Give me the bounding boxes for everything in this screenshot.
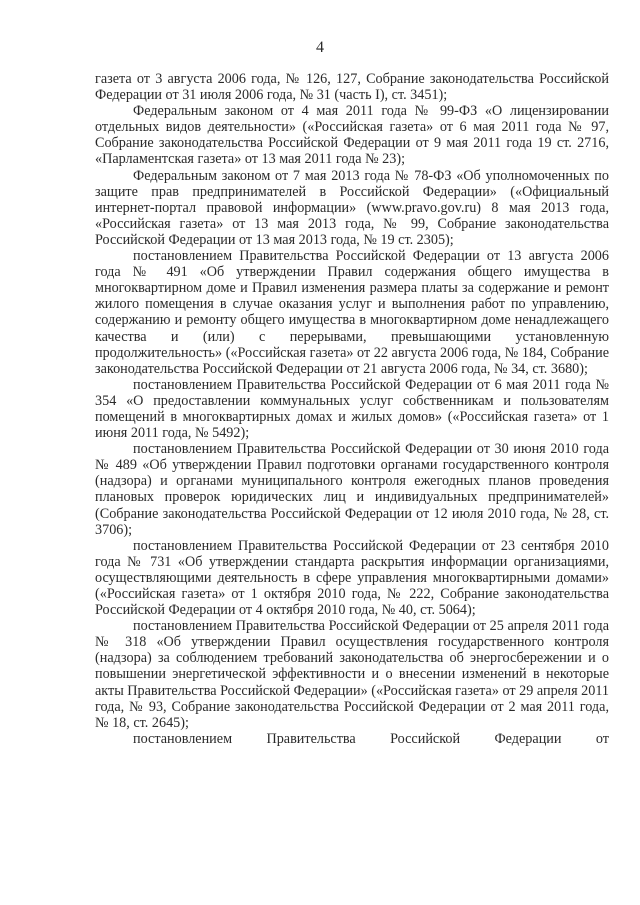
paragraph-resolution-489: постановлением Правительства Российской Федерации от 30 июня 2010 года № 489 «Об утверждении Правил подготовки органами государственного контроля (надзора) и органами муниципального контроля ежегодных планов проведения плановых проверок юридических лиц и индивидуальных предпринимателей» (Собрание законодательства Российской Федерации от 12 июля 2010 года, № 28, ст. 3706);: [95, 441, 609, 538]
paragraph-federal-law-99fz: Федеральным законом от 4 мая 2011 года № 99-ФЗ «О лицензировании отдельных видов деятельности» («Российская газета» от 6 мая 2011 года № 97, Собрание законодательства Российской Федерации от 9 мая 2011 года 19 ст. 2716, «Парламентская газета» от 13 мая 2011 года № 23);: [95, 103, 609, 168]
document-body: [95, 71, 609, 747]
paragraph-gazette-continuation: газета от 3 августа 2006 года, № 126, 127, Собрание законодательства Российской Федерации от 31 июля 2006 года, № 31 (часть I), ст. 3451);: [95, 71, 609, 104]
paragraph-resolution-318: постановлением Правительства Российской Федерации от 25 апреля 2011 года № 318 «Об утверждении Правил осуществления государственного контроля (надзора) за соблюдением требований законодательства об энергосбережении и о повышении энергетической эффективности и о внесении изменений в некоторые акты Правительства Российской Федерации» («Российская газета» от 29 апреля 2011 года, № 93, Собрание законодательства Российской Федерации от 2 мая 2011 года, № 18, ст. 2645);: [95, 618, 609, 731]
paragraph-resolution-491: постановлением Правительства Российской Федерации от 13 августа 2006 года № 491 «Об утверждении Правил содержания общего имущества в многоквартирном доме и Правил изменения размера платы за содержание и ремонт жилого помещения в случае оказания услуг и выполнения работ по управлению, содержанию и ремонту общего имущества в многоквартирном доме ненадлежащего качества и (или) с перерывами, превышающими установленную продолжительность» («Российская газета» от 22 августа 2006 года, № 184, Собрание законодательства Российской Федерации от 21 августа 2006 года, № 34, ст. 3680);: [95, 248, 609, 377]
paragraph-federal-law-78fz: Федеральным законом от 7 мая 2013 года № 78-ФЗ «Об уполномоченных по защите прав предпринимателей в Российской Федерации» («Официальный интернет-портал правовой информации» (www.pravo.gov.ru) 8 мая 2013 года, «Российская газета» от 13 мая 2013 года, № 99, Собрание законодательства Российской Федерации от 13 мая 2013 года, № 19 ст. 2305);: [95, 167, 609, 248]
paragraph-resolution-354: постановлением Правительства Российской Федерации от 6 мая 2011 года № 354 «О предоставлении коммунальных услуг собственникам и пользователям помещений в многоквартирных домах и жилых домов» («Российская газета» от 1 июня 2011 года, № 5492);: [95, 376, 609, 442]
paragraph-resolution-truncated: постановлением Правительства Российской Федерации от: [133, 730, 609, 747]
paragraph-resolution-731: постановлением Правительства Российской Федерации от 23 сентября 2010 года № 731 «Об утверждении стандарта раскрытия информации организациями, осуществляющими деятельность в сфере управления многоквартирными домами» («Российская газета» от 1 октября 2010 года, № 222, Собрание законодательства Российской Федерации от 4 октября 2010 года, № 40, ст. 5064);: [95, 537, 609, 619]
page-number: 4: [316, 39, 324, 56]
